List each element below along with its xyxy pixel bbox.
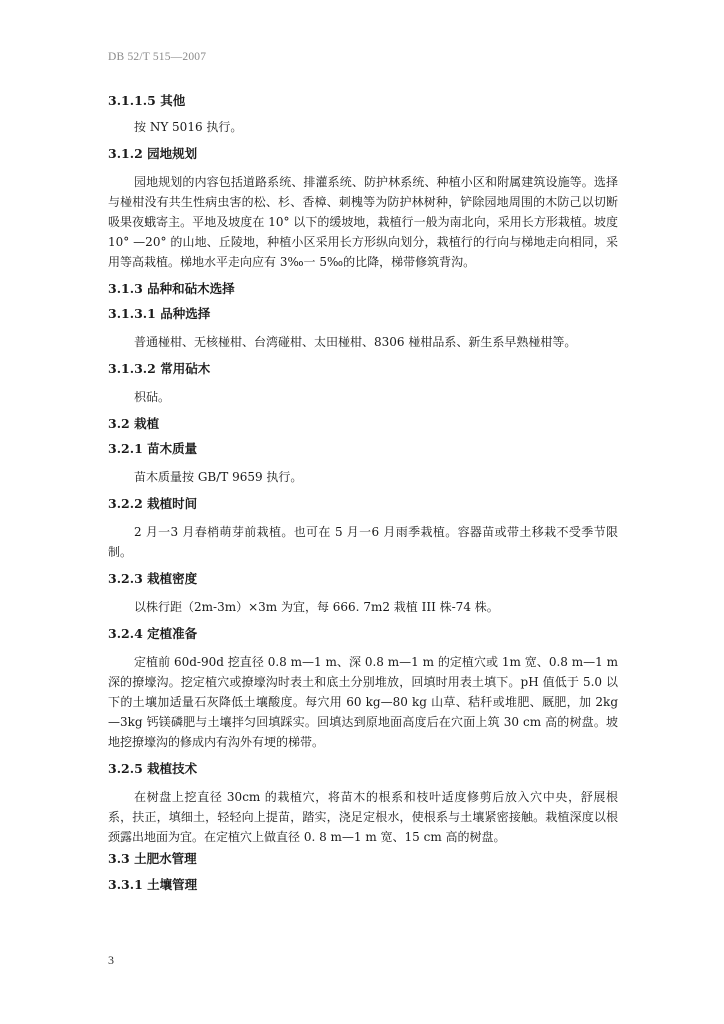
section-heading-3-1-3-2: 3.1.3.2 常用砧木 [108, 361, 211, 376]
section-heading-3-2-5: 3.2.5 栽植技术 [108, 761, 198, 776]
section-heading-3-2-1: 3.2.1 苗木质量 [108, 441, 198, 456]
section-body-3-1-3-2: 枳砧。 [134, 390, 171, 404]
section-heading-3-2-3: 3.2.3 栽植密度 [108, 571, 198, 586]
section-heading-3-2-4: 3.2.4 定植准备 [108, 626, 198, 641]
section-body-3-2-1: 苗木质量按 GB/T 9659 执行。 [134, 470, 303, 484]
document-body [108, 92, 618, 894]
section-heading-3-3: 3.3 土肥水管理 [108, 851, 197, 866]
section-heading-3-3-1: 3.3.1 土壤管理 [108, 877, 198, 892]
page-number: 3 [108, 953, 114, 967]
section-body-3-1-1-5: 按 NY 5016 执行。 [134, 120, 243, 134]
section-body-3-1-3-1: 普通椪柑、无核椪柑、台湾碰柑、太田椪柑、8306 椪柑品系、新生系早熟椪柑等。 [134, 335, 577, 349]
section-heading-3-2: 3.2 栽植 [108, 416, 160, 431]
section-heading-3-1-3-1: 3.1.3.1 品种选择 [108, 306, 211, 321]
section-heading-3-1-3: 3.1.3 品种和砧木选择 [108, 281, 235, 296]
section-heading-3-1-2: 3.1.2 园地规划 [108, 146, 198, 161]
section-body-3-1-2: 园地规划的内容包括道路系统、排灌系统、防护林系统、种植小区和附属建筑设施等。选择与椪柑没有共生性病虫害的松、杉、香樟、刺槐等为防护林树种，铲除园地周围的木防己以切断吸果夜蛾寄主。平地及坡度在 10° 以下的缓坡地，栽植行一般为南北向，采用长方形栽植。坡度 10° —20° 的山地、丘陵地，种植小区采用长方形纵向划分，栽植行的行向与梯地走向相同，采用等高栽植。梯地水平走向应有 3‰一 5‰的比降，梯带修筑背沟。 [108, 175, 618, 269]
section-body-3-2-2: 2 月一3 月春梢萌芽前栽植。也可在 5 月一6 月雨季栽植。容器苗或带土移栽不受季节限制。 [108, 525, 618, 559]
section-body-3-2-5: 在树盘上挖直径 30cm 的栽植穴，将苗木的根系和枝叶适度修剪后放入穴中央，舒展根系，扶正，填细土，轻轻向上提苗，踏实，浇足定根水，使根系与土壤紧密接触。栽植深度以根颈露出地面为宜。在定植穴上做直径 0. 8 m—1 m 宽、15 cm 高的树盘。 [108, 790, 618, 844]
section-heading-3-1-1-5: 3.1.1.5 其他 [108, 93, 186, 108]
section-body-3-2-3: 以株行距（2m-3m）×3m 为宜，每 666. 7m2 栽植 III 株-74 株。 [134, 600, 499, 614]
section-body-3-2-4: 定植前 60d-90d 挖直径 0.8 m—1 m、深 0.8 m—1 m 的定植穴或 1m 宽、0.8 m—1 m 深的撩壕沟。挖定植穴或撩壕沟时表土和底土分别堆放，回填时用表土填下。pH 值低于 5.0 以下的土壤加适量石灰降低土壤酸度。每穴用 60 kg—80 kg 山草、秸秆或堆肥、厩肥，加 2kg—3kg 钙镁磷肥与土壤拌匀回填踩实。回填达到原地面高度后在穴面上筑 30 cm 高的树盘。坡地挖撩壕沟的修成内有沟外有埂的梯带。 [108, 655, 618, 749]
section-heading-3-2-2: 3.2.2 栽植时间 [108, 496, 198, 511]
standard-number-header: DB 52/T 515—2007 [108, 51, 207, 63]
